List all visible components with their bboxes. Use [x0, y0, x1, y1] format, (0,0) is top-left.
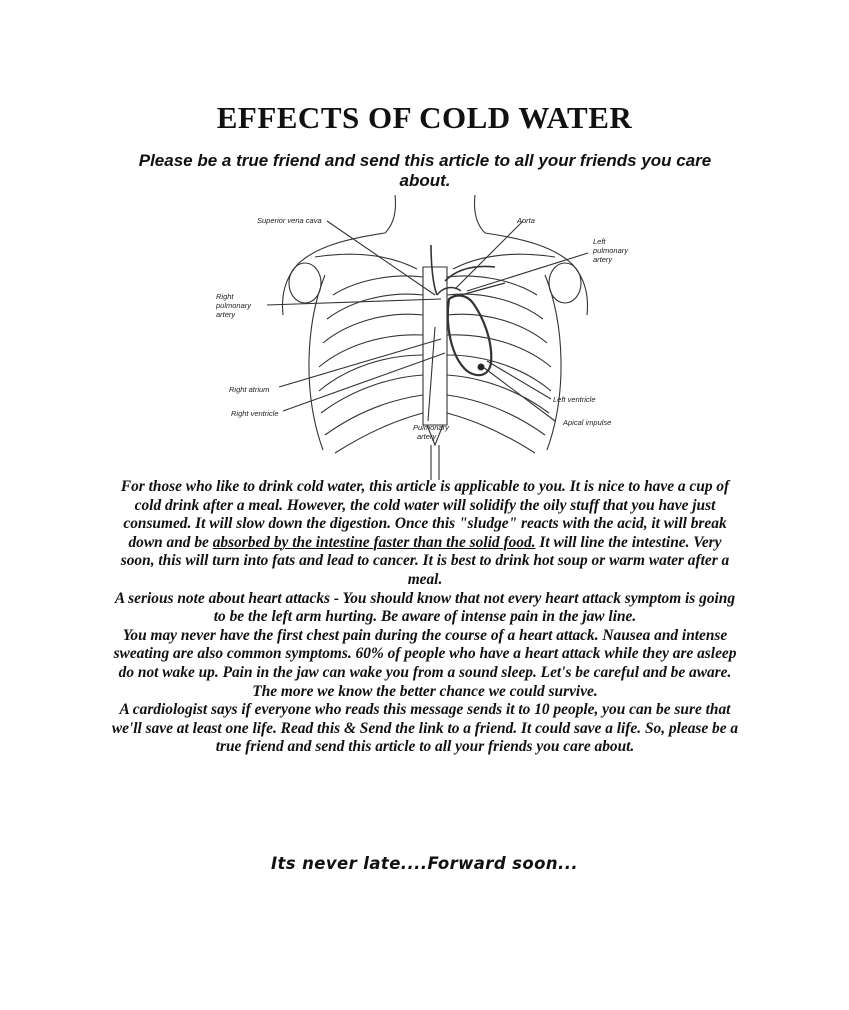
chest-diagram: [205, 195, 645, 480]
label-right-atrium: Right atrium: [229, 385, 270, 394]
paragraph-cold-water: [110, 478, 740, 590]
paragraph-cold-water-part1: For those who like to drink cold water, this article is applicable to you. It is nice to have a cup of cold drink after a meal. However, the cold water will solidify the oily stuff that you have just consumed. It will slow down the digestion. Once this "sludge" reacts with the acid, it will break down and be: [120, 478, 730, 551]
paragraph-heart-attack-note: A serious note about heart attacks - You should know that not every heart attack symptom is going to be the left arm hurting. Be aware of intense pain in the jaw line.: [114, 589, 736, 626]
label-pulmonary-artery-line1: Pulmonary: [413, 423, 449, 432]
heart-chest-illustration: [205, 195, 645, 480]
paragraph-cold-water-part2: It will line the intestine. Very soon, this will turn into fats and lead to cancer. It is best to drink hot soup or warm water after a meal.: [120, 533, 730, 588]
label-pulmonary-artery-line2: artery: [417, 432, 437, 441]
label-right-ventricle: Right ventricle: [231, 409, 279, 418]
underlined-phrase: absorbed by the intestine faster than the solid food.: [212, 533, 536, 551]
footer-tagline: Its never late....Forward soon...: [270, 854, 579, 873]
label-right-pulmonary-artery-line1: Right: [216, 292, 234, 301]
label-superior-vena-cava: Superior vena cava: [257, 216, 322, 225]
label-aorta: Aorta: [517, 216, 535, 225]
label-left-pulmonary-artery-line2: pulmonary: [593, 246, 629, 255]
article-body: [110, 478, 740, 757]
paragraph-cardiologist: A cardiologist says if everyone who reads this message sends it to 10 people, you can be sure that we'll save at least one life. Read this & Send the link to a friend. It could save a life. So, please be a true friend and send this article to all your friends you care about.: [111, 701, 739, 756]
document-title: EFFECTS OF COLD WATER: [216, 100, 633, 135]
label-left-ventricle: Left ventricle: [553, 395, 596, 404]
label-right-pulmonary-artery-line3: artery: [216, 310, 236, 319]
label-apical-impulse: Apical impulse: [563, 418, 612, 427]
document-subtitle: Please be a true friend and send this article to all your friends you care about.: [138, 151, 712, 190]
label-left-pulmonary-artery-line1: Left: [593, 237, 606, 246]
label-right-pulmonary-artery-line2: pulmonary: [216, 301, 252, 310]
label-left-pulmonary-artery-line3: artery: [593, 255, 613, 264]
paragraph-symptoms: You may never have the first chest pain during the course of a heart attack. Nausea and intense sweating are also common symptoms. 60% of people who have a heart attack while they are asleep do not wake up. Pain in the jaw can wake you from a sound sleep. Let's be careful and be aware. The more we know the better chance we could survive.: [113, 626, 737, 700]
